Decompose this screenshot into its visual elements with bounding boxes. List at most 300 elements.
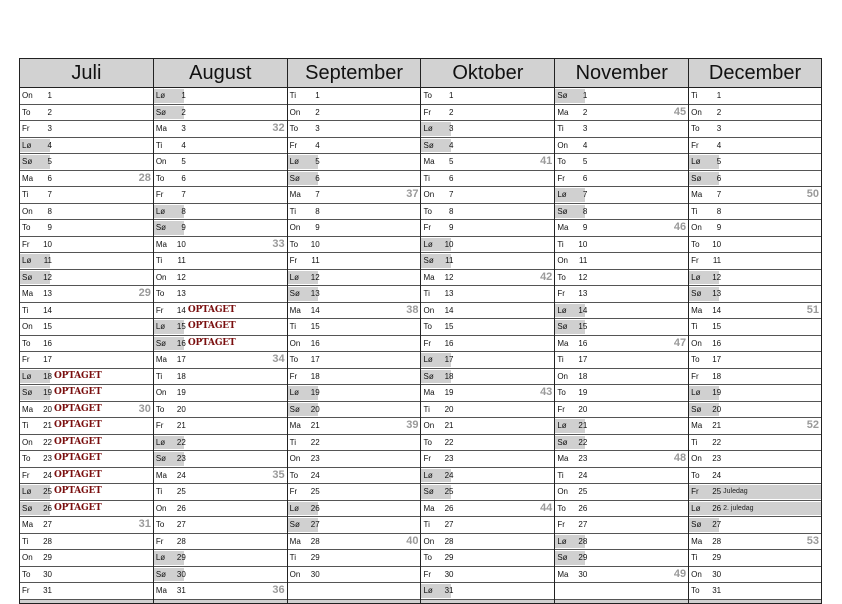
- day-row: [421, 468, 554, 485]
- weekday-name: Sø: [155, 338, 167, 348]
- month-column-juli: [20, 59, 154, 603]
- day-number: 11: [712, 256, 722, 265]
- day-row: [288, 534, 421, 551]
- day-number: 29: [43, 553, 52, 562]
- day-row: [154, 105, 287, 122]
- weekday-name: Lø: [155, 437, 166, 447]
- day-number: 11: [177, 256, 186, 265]
- day-number: 12: [578, 272, 588, 282]
- weekday-name: Ti: [423, 520, 430, 529]
- day-number: 29: [176, 553, 186, 562]
- day-row: [288, 336, 421, 353]
- day-number: 8: [716, 206, 722, 216]
- day-number: 14: [176, 305, 186, 315]
- day-row: [288, 402, 421, 419]
- booking-note: OPTAGET: [187, 337, 236, 348]
- booking-note: OPTAGET: [187, 304, 236, 315]
- day-number: 16: [310, 338, 320, 348]
- weekday-name: Ma: [289, 536, 301, 546]
- day-row: [288, 286, 421, 303]
- weekday-name: Lø: [557, 190, 567, 199]
- weekday-name: On: [557, 487, 568, 496]
- week-number: 47: [673, 336, 687, 349]
- calendar-grid: [19, 58, 822, 604]
- day-row: [154, 270, 287, 287]
- week-number: 29: [138, 287, 151, 299]
- day-row: [555, 303, 688, 320]
- day-number: 31: [444, 586, 454, 595]
- weekday-name: Fr: [22, 470, 30, 480]
- day-row: [288, 352, 421, 369]
- weekday-name: To: [691, 586, 700, 595]
- day-row: [421, 435, 554, 452]
- weekday-name: On: [155, 157, 167, 166]
- day-number: 25: [176, 487, 186, 496]
- day-row: [689, 567, 821, 584]
- day-row: [555, 121, 688, 138]
- weekday-name: To: [289, 239, 299, 249]
- weekday-name: To: [289, 355, 299, 364]
- day-row: [288, 204, 421, 221]
- day-number: 31: [176, 586, 186, 595]
- day-number: 22: [712, 437, 722, 447]
- booking-note: OPTAGET: [54, 387, 102, 397]
- day-row: [288, 303, 421, 320]
- day-row: [288, 369, 421, 386]
- day-row: [555, 154, 688, 171]
- day-number: 19: [310, 388, 320, 397]
- day-row: [288, 237, 421, 254]
- day-number: 30: [310, 569, 320, 579]
- day-number: 11: [579, 256, 588, 265]
- day-row: [689, 517, 821, 534]
- week-number: 49: [673, 567, 687, 580]
- weekday-name: On: [557, 371, 568, 381]
- day-row: [20, 468, 153, 485]
- day-row: [421, 286, 554, 303]
- weekday-name: On: [289, 338, 301, 348]
- day-row: [154, 583, 287, 600]
- weekday-name: Sø: [155, 223, 167, 232]
- day-row: [421, 517, 554, 534]
- day-number: 9: [315, 223, 320, 232]
- weekday-name: To: [691, 124, 700, 133]
- weekday-name: To: [155, 404, 165, 414]
- day-row: [555, 517, 688, 534]
- day-number: 6: [716, 173, 722, 183]
- weekday-name: Sø: [557, 91, 568, 100]
- day-number: 20: [578, 404, 588, 414]
- weekday-name: Ma: [155, 586, 167, 595]
- week-number: 30: [138, 402, 151, 415]
- weekday-name: To: [423, 553, 432, 562]
- day-number: 12: [444, 272, 454, 282]
- booking-note: OPTAGET: [54, 436, 102, 447]
- day-number: 27: [578, 520, 588, 529]
- weekday-name: Lø: [155, 91, 166, 100]
- weekday-name: To: [557, 388, 566, 397]
- week-number: 34: [272, 353, 285, 365]
- weekday-name: Ti: [423, 404, 430, 414]
- weekday-name: On: [691, 338, 702, 348]
- weekday-name: To: [155, 520, 165, 529]
- day-row: [20, 237, 153, 254]
- day-number: 29: [310, 553, 320, 562]
- day-number: 16: [712, 338, 722, 348]
- day-row: [689, 484, 821, 501]
- booking-note: OPTAGET: [54, 502, 102, 513]
- weekday-name: Ti: [691, 437, 698, 447]
- day-number: 21: [310, 421, 320, 430]
- weekday-name: Lø: [22, 140, 32, 150]
- day-number: 2: [582, 107, 588, 117]
- weekday-name: On: [557, 256, 568, 265]
- day-row: [288, 468, 421, 485]
- day-row: [555, 418, 688, 435]
- weekday-name: On: [691, 107, 702, 117]
- weekday-name: Ma: [691, 536, 703, 546]
- day-number: 30: [43, 569, 52, 579]
- booking-note: OPTAGET: [187, 321, 236, 331]
- weekday-name: Ma: [22, 289, 34, 298]
- weekday-name: Ma: [423, 503, 435, 513]
- weekday-name: Sø: [289, 404, 300, 414]
- day-number: 8: [582, 206, 588, 216]
- day-row: [689, 253, 821, 270]
- month-header: December: [689, 59, 821, 88]
- day-row: [555, 501, 688, 518]
- weekday-name: Ma: [557, 338, 569, 348]
- week-number: 33: [272, 237, 285, 250]
- weekday-name: On: [22, 91, 33, 100]
- day-number: 2: [47, 107, 52, 117]
- weekday-name: Fr: [691, 256, 699, 265]
- day-row: [421, 253, 554, 270]
- column-footer: [288, 600, 421, 603]
- weekday-name: Sø: [155, 107, 167, 117]
- week-number: 46: [673, 221, 687, 233]
- weekday-name: Sø: [423, 371, 434, 381]
- weekday-name: To: [22, 107, 31, 117]
- day-number: 13: [712, 289, 722, 298]
- day-number: 23: [176, 454, 186, 463]
- booking-note: OPTAGET: [54, 403, 102, 414]
- day-row: [288, 253, 421, 270]
- day-row: [689, 121, 821, 138]
- day-number: 26: [176, 503, 186, 513]
- day-row: [689, 88, 821, 105]
- day-number: 29: [578, 553, 588, 562]
- day-number: 9: [582, 223, 588, 232]
- weekday-name: On: [155, 503, 167, 513]
- day-number: 23: [310, 454, 320, 463]
- weekday-name: Ti: [557, 470, 564, 480]
- day-number: 11: [43, 256, 52, 265]
- day-number: 21: [43, 421, 52, 430]
- day-row: [689, 105, 821, 122]
- booking-note: OPTAGET: [54, 420, 102, 430]
- weekday-name: Ti: [289, 322, 297, 331]
- weekday-name: Sø: [691, 173, 702, 183]
- weekday-name: Ma: [289, 421, 301, 430]
- day-number: 9: [181, 223, 186, 232]
- weekday-name: Sø: [22, 388, 33, 397]
- day-row: [555, 567, 688, 584]
- day-row: [555, 534, 688, 551]
- day-number: 4: [181, 140, 186, 150]
- day-row: [154, 187, 287, 204]
- weekday-name: Ti: [423, 289, 430, 298]
- weekday-name: Sø: [22, 503, 33, 513]
- weekday-name: Ti: [557, 239, 564, 249]
- day-row: [689, 220, 821, 237]
- weekday-name: Lø: [691, 388, 701, 397]
- day-number: 8: [47, 206, 52, 216]
- day-number: 12: [43, 272, 52, 282]
- weekday-name: Lø: [423, 586, 433, 595]
- day-row: [20, 583, 153, 600]
- day-row: [689, 352, 821, 369]
- weekday-name: On: [423, 421, 435, 430]
- month-column-december: [689, 59, 822, 603]
- day-row: [555, 484, 688, 501]
- weekday-name: Fr: [22, 355, 30, 364]
- weekday-name: Ti: [155, 487, 163, 496]
- day-number: 18: [310, 371, 320, 381]
- month-header: August: [154, 59, 287, 88]
- day-row: [154, 220, 287, 237]
- day-number: 3: [449, 124, 454, 133]
- day-row: [421, 550, 554, 567]
- weekday-name: Lø: [423, 124, 433, 133]
- month-column-oktober: [421, 59, 555, 603]
- day-number: 17: [310, 355, 320, 364]
- column-footer: [20, 600, 153, 603]
- day-row: [689, 171, 821, 188]
- weekday-name: Sø: [289, 289, 300, 298]
- weekday-name: On: [423, 190, 435, 199]
- day-number: 4: [315, 140, 320, 150]
- day-row: [20, 220, 153, 237]
- weekday-name: Sø: [423, 256, 434, 265]
- day-row: [154, 567, 287, 584]
- day-row: [421, 237, 554, 254]
- weekday-name: Ma: [155, 470, 167, 480]
- weekday-name: Lø: [691, 157, 701, 166]
- day-row: [421, 385, 554, 402]
- day-number: 7: [582, 190, 588, 199]
- day-number: 9: [47, 223, 52, 232]
- weekday-name: Ma: [289, 305, 301, 315]
- day-number: 13: [578, 289, 588, 298]
- weekday-name: Fr: [691, 371, 699, 381]
- day-number: 24: [444, 470, 454, 480]
- day-row: [421, 220, 554, 237]
- week-number: 35: [272, 468, 285, 481]
- week-number: 45: [673, 105, 687, 118]
- weekday-name: Lø: [22, 487, 32, 496]
- day-row: [555, 385, 688, 402]
- weekday-name: Sø: [557, 553, 568, 562]
- month-header: Juli: [20, 59, 153, 88]
- weekday-name: Lø: [423, 470, 433, 480]
- day-row: [154, 121, 287, 138]
- day-number: 24: [310, 470, 320, 480]
- day-row: [689, 534, 821, 551]
- weekday-name: Lø: [22, 256, 32, 265]
- day-number: 25: [43, 487, 52, 496]
- weekday-name: Ti: [155, 256, 163, 265]
- day-number: 26: [578, 503, 588, 513]
- day-row: [154, 369, 287, 386]
- day-row: [689, 286, 821, 303]
- day-row: [555, 336, 688, 353]
- day-row: [20, 369, 153, 386]
- weekday-name: Ma: [557, 454, 569, 463]
- weekday-name: Fr: [22, 239, 30, 249]
- day-row: [154, 303, 287, 320]
- week-number: 31: [138, 518, 151, 530]
- day-number: 28: [176, 536, 186, 546]
- day-number: 24: [712, 470, 722, 480]
- weekday-name: Lø: [423, 239, 433, 249]
- day-number: 15: [578, 322, 588, 331]
- day-row: [288, 484, 421, 501]
- day-number: 25: [578, 487, 588, 496]
- day-number: 23: [43, 454, 52, 463]
- day-number: 3: [716, 124, 722, 133]
- day-number: 14: [578, 305, 588, 315]
- day-row: [421, 567, 554, 584]
- day-row: [689, 583, 821, 600]
- day-number: 1: [181, 91, 186, 100]
- day-number: 18: [176, 371, 186, 381]
- day-number: 14: [310, 305, 320, 315]
- day-row: [20, 121, 153, 138]
- weekday-name: On: [289, 107, 301, 117]
- day-row: [421, 336, 554, 353]
- day-number: 24: [176, 470, 186, 480]
- day-row: [689, 451, 821, 468]
- day-number: 27: [310, 520, 320, 529]
- day-row: [555, 204, 688, 221]
- day-number: 7: [181, 190, 186, 199]
- weekday-name: Sø: [691, 520, 702, 529]
- day-number: 17: [43, 355, 52, 364]
- day-number: 10: [578, 239, 588, 249]
- day-number: 30: [444, 569, 454, 579]
- day-row: [421, 105, 554, 122]
- day-row: [555, 468, 688, 485]
- day-row: [689, 336, 821, 353]
- day-row: [20, 352, 153, 369]
- week-number: 53: [806, 534, 819, 547]
- day-row: [20, 286, 153, 303]
- weekday-name: Sø: [22, 157, 33, 166]
- day-number: 30: [578, 569, 588, 579]
- day-row: [20, 550, 153, 567]
- weekday-name: Fr: [155, 536, 164, 546]
- day-number: 28: [712, 536, 722, 546]
- weekday-name: To: [557, 272, 566, 282]
- weekday-name: Fr: [691, 487, 699, 496]
- day-number: 18: [444, 371, 454, 381]
- day-row: [689, 435, 821, 452]
- day-number: 31: [43, 586, 52, 595]
- day-row: [555, 402, 688, 419]
- day-number: 19: [578, 388, 588, 397]
- day-number: 12: [712, 272, 722, 282]
- weekday-name: Lø: [691, 272, 701, 282]
- day-number: 6: [315, 173, 320, 183]
- weekday-name: Fr: [557, 404, 565, 414]
- day-number: 28: [578, 536, 588, 546]
- weekday-name: To: [691, 470, 700, 480]
- weekday-name: Ma: [155, 239, 167, 249]
- day-number: 25: [444, 487, 454, 496]
- weekday-name: Ti: [22, 421, 29, 430]
- day-number: 28: [310, 536, 320, 546]
- day-number: 14: [43, 305, 52, 315]
- day-row: [154, 534, 287, 551]
- day-row: [154, 204, 287, 221]
- day-number: 20: [43, 404, 52, 414]
- day-row: [555, 319, 688, 336]
- day-row: [689, 204, 821, 221]
- day-row: [555, 237, 688, 254]
- day-row: [555, 253, 688, 270]
- booking-note: OPTAGET: [54, 486, 102, 496]
- day-row: [555, 88, 688, 105]
- weekday-name: Fr: [155, 305, 164, 315]
- day-number: 15: [43, 322, 52, 331]
- holiday-label: 2. juledag: [723, 504, 754, 512]
- day-row: [288, 270, 421, 287]
- weekday-name: On: [423, 536, 435, 546]
- weekday-name: Ma: [155, 355, 167, 364]
- day-number: 18: [43, 371, 52, 381]
- day-row: [555, 105, 688, 122]
- weekday-name: Sø: [289, 173, 300, 183]
- day-row: [20, 270, 153, 287]
- month-header: November: [555, 59, 688, 88]
- day-number: 14: [444, 305, 454, 315]
- day-number: 27: [444, 520, 454, 529]
- day-number: 19: [176, 388, 186, 397]
- day-row: [154, 550, 287, 567]
- weekday-name: To: [423, 91, 432, 100]
- day-number: 15: [310, 322, 320, 331]
- day-row: [288, 220, 421, 237]
- day-number: 29: [444, 553, 454, 562]
- day-row: [689, 402, 821, 419]
- weekday-name: Fr: [423, 107, 432, 117]
- day-row: [555, 171, 688, 188]
- weekday-name: To: [155, 173, 165, 183]
- day-row: [421, 154, 554, 171]
- weekday-name: On: [22, 437, 33, 447]
- day-number: 2: [449, 107, 454, 117]
- day-number: 16: [578, 338, 588, 348]
- day-row: [555, 583, 688, 600]
- day-row: [154, 451, 287, 468]
- weekday-name: Lø: [155, 206, 166, 216]
- day-number: 1: [315, 91, 320, 100]
- day-number: 22: [43, 437, 52, 447]
- day-number: 23: [712, 454, 722, 463]
- holiday-label: Juledag: [723, 488, 748, 495]
- day-number: 12: [176, 272, 186, 282]
